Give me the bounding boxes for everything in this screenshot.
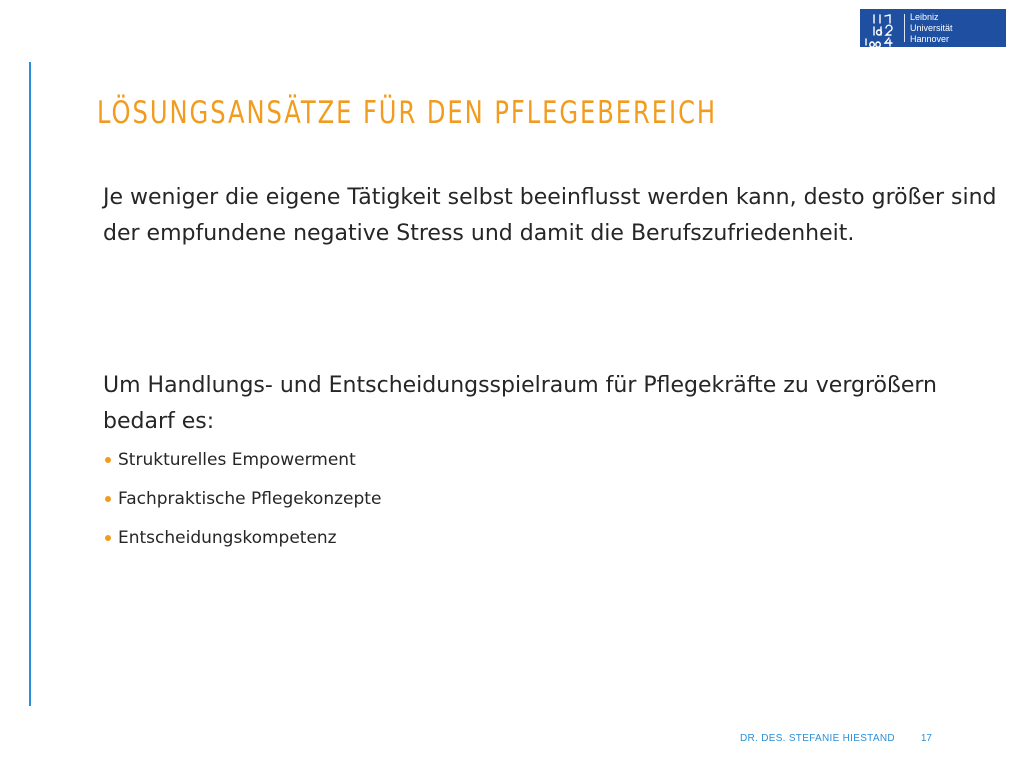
list-item (105, 486, 381, 512)
footer-author: DR. DES. STEFANIE HIESTAND (740, 733, 895, 744)
list-item (105, 447, 381, 473)
page-number: 17 (920, 733, 932, 744)
university-logo (860, 9, 1006, 47)
left-accent-line (29, 62, 31, 706)
list-item-text: Fachpraktische Pflegekonzepte (118, 489, 382, 509)
bullet-dot-icon (105, 535, 111, 541)
logo-line-1: Leibniz (910, 11, 939, 22)
list-item-text: Entscheidungskompetenz (118, 528, 337, 548)
bullet-list (105, 447, 381, 564)
slide-title: LÖSUNGSANSÄTZE FÜR DEN PFLEGEBEREICH (97, 95, 718, 131)
list-item-text: Strukturelles Empowerment (118, 450, 356, 470)
bullet-dot-icon (105, 457, 111, 463)
paragraph-intro-list: Um Handlungs- und Entscheidungsspielraum für Pflegekräfte zu vergrößern bedarf es: (103, 373, 937, 434)
slide-footer (740, 733, 932, 744)
logo-line-2: Universität (910, 22, 953, 33)
logo-wordmark (905, 9, 953, 47)
list-item (105, 525, 381, 551)
paragraph-stress: Je weniger die eigene Tätigkeit selbst beeinflusst werden kann, desto größer sind der empfundene negative Stress und damit die Berufszufriedenheit. (103, 185, 997, 246)
logo-line-3: Hannover (910, 33, 950, 44)
bullet-dot-icon (105, 496, 111, 502)
logo-mark-icon (860, 9, 904, 47)
